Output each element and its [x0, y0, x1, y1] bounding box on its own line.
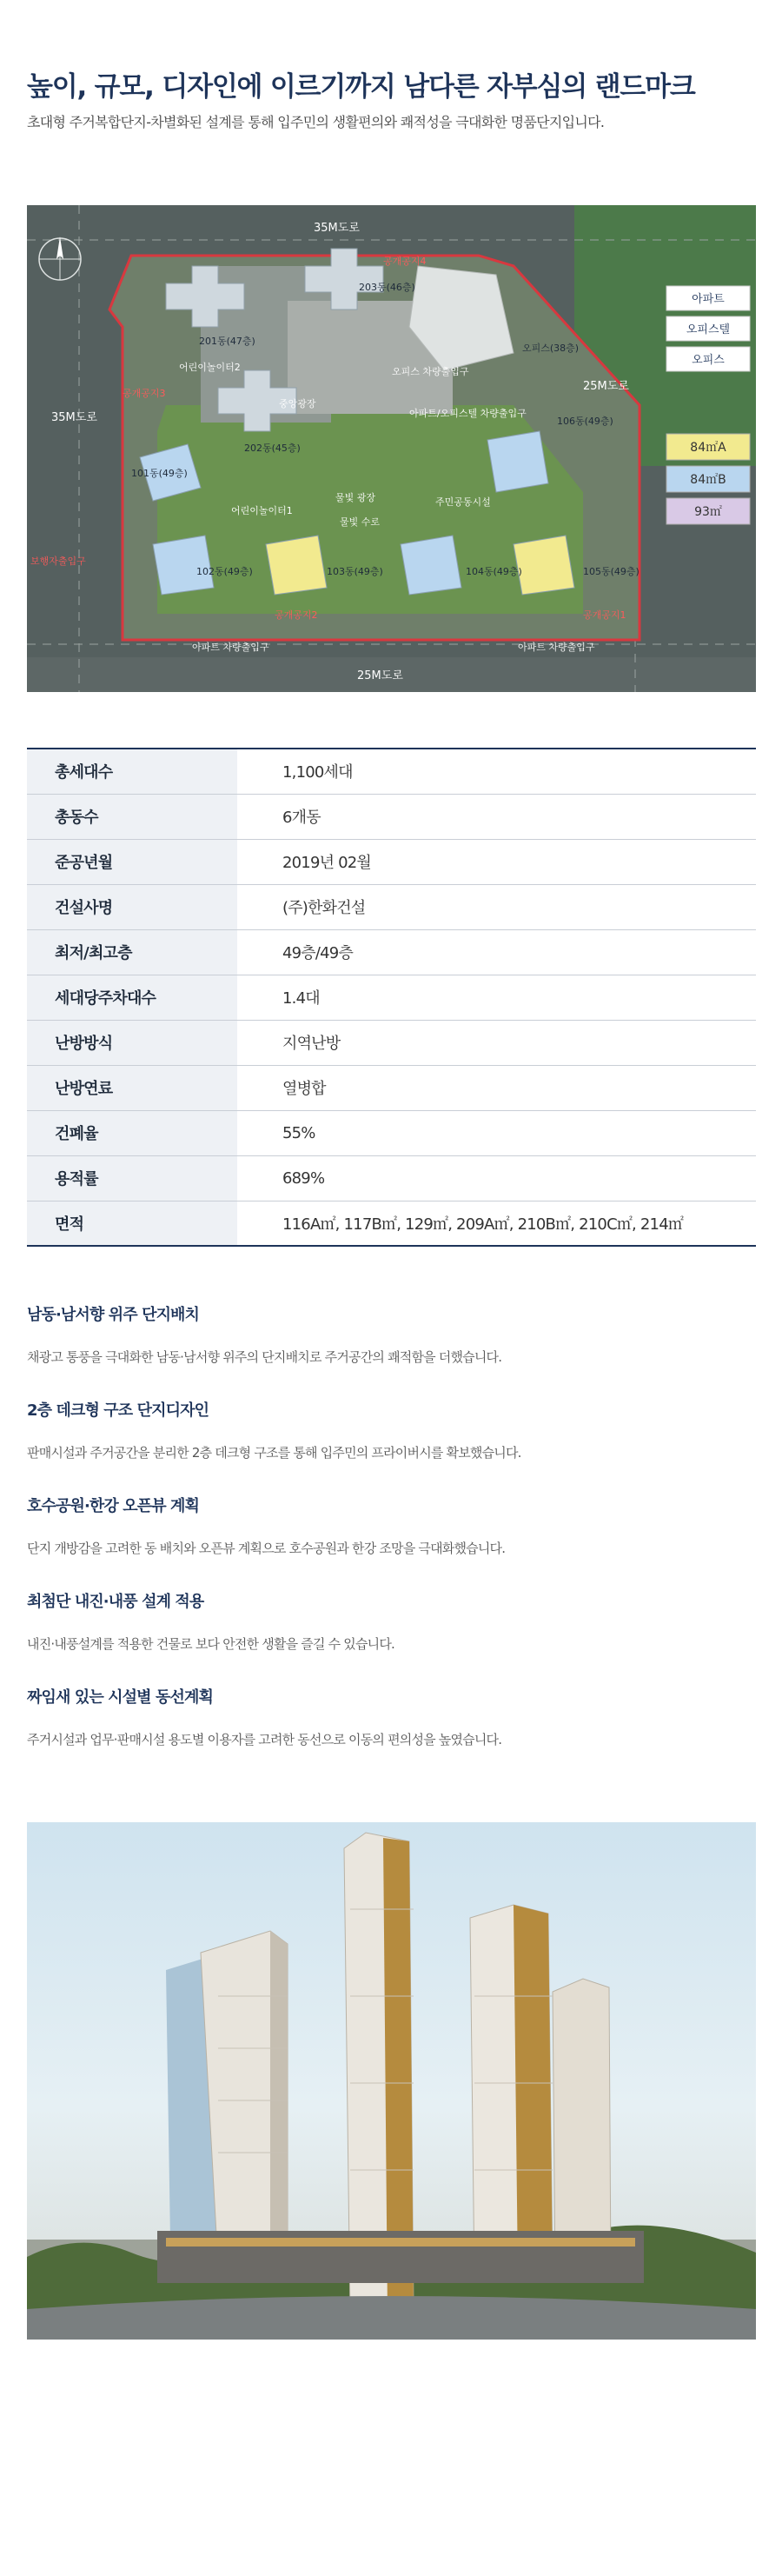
building-label: 201동(47층): [199, 336, 255, 347]
spec-label: 총동수: [27, 794, 237, 839]
page-title: 높이, 규모, 디자인에 이르기까지 남다른 자부심의 랜드마크: [27, 71, 695, 103]
legend-unit-sizes: [666, 434, 750, 524]
legend-label: 오피스텔: [686, 323, 731, 336]
table-row: [27, 975, 756, 1020]
building-label: 104동(49층): [466, 566, 522, 577]
place-label: 물빛 광장: [335, 492, 376, 503]
spec-value: 1,100세대: [282, 763, 353, 782]
spec-value: (주)한화건설: [282, 899, 366, 917]
place-label: 오피스 차량출입구: [392, 366, 469, 377]
spec-label: 난방방식: [27, 1020, 237, 1065]
feature-description: 채광고 통풍을 극대화한 남동·남서향 위주의 단지배치로 주거공간의 쾌적함을 더했습니다.: [27, 1349, 502, 1365]
road-label-top: 35M도로: [314, 222, 360, 235]
place-label: 공개공지1: [583, 609, 626, 621]
feature-list: [27, 1302, 756, 1781]
spec-value: 49층/49층: [282, 944, 354, 962]
place-label: 아파트 차량출입구: [192, 642, 269, 653]
feature-item: [27, 1494, 756, 1589]
table-row: [27, 1155, 756, 1201]
legend-label: 오피스: [692, 354, 725, 367]
spec-value: 2019년 02월: [282, 854, 372, 872]
feature-item: [27, 1398, 756, 1494]
table-row: [27, 749, 756, 794]
spec-label: 난방연료: [27, 1065, 237, 1110]
feature-title: 2층 데크형 구조 단지디자인: [27, 1401, 209, 1420]
feature-title: 호수공원·한강 오픈뷰 계획: [27, 1497, 200, 1515]
legend-label: 93㎡: [694, 505, 722, 519]
place-label: 어린이놀이터2: [179, 362, 241, 373]
legend-label: 아파트: [692, 293, 725, 306]
table-row: [27, 1110, 756, 1155]
place-label: 중앙광장: [279, 398, 316, 409]
place-label: 아파트/오피스텔 차량출입구: [409, 408, 527, 419]
road-label-right: 25M도로: [583, 380, 629, 393]
spec-label: 건폐율: [27, 1110, 237, 1155]
spec-value: 55%: [282, 1123, 315, 1142]
feature-description: 판매시설과 주거공간을 분리한 2층 데크형 구조를 통해 입주민의 프라이버시를 확보했습니다.: [27, 1445, 521, 1461]
legend-label: 84㎡B: [690, 473, 726, 487]
building-label: 101동(49층): [131, 468, 188, 479]
building-label: 102동(49층): [196, 566, 253, 577]
spec-label: 면적: [27, 1201, 237, 1246]
spec-value: 1.4대: [282, 989, 320, 1008]
feature-description: 내진·내풍설계를 적용한 건물로 보다 안전한 생활을 즐길 수 있습니다.: [27, 1636, 395, 1652]
building-label: 103동(49층): [327, 566, 383, 577]
site-plan-map: [27, 205, 756, 692]
place-label: 주민공동시설: [435, 496, 491, 508]
place-label: 물빛 수로: [340, 516, 381, 528]
spec-value: 116A㎡, 117B㎡, 129㎡, 209A㎡, 210B㎡, 210C㎡, 214㎡: [282, 1215, 684, 1234]
spec-table: [27, 748, 756, 1247]
building-label: 105동(49층): [583, 566, 640, 577]
spec-value: 689%: [282, 1168, 325, 1188]
place-label: 공개공지4: [383, 256, 427, 267]
place-label: 공개공지3: [123, 388, 166, 399]
spec-value: 열병합: [282, 1080, 326, 1098]
spec-label: 용적률: [27, 1155, 237, 1201]
feature-title: 남동·남서향 위주 단지배치: [27, 1306, 200, 1324]
feature-description: 주거시설과 업무·판매시설 용도별 이용자를 고려한 동선으로 이동의 편의성을 높였습니다.: [27, 1732, 502, 1747]
spec-value: 지역난방: [282, 1035, 341, 1053]
road-label-left: 35M도로: [51, 411, 97, 424]
table-row: [27, 884, 756, 929]
page-subtitle: 초대형 주거복합단지-차별화된 설계를 통해 입주민의 생활편의와 쾌적성을 극대화한 명품단지입니다.: [27, 114, 605, 130]
road-label-bottom: 25M도로: [357, 669, 403, 682]
table-row: [27, 1065, 756, 1110]
table-row: [27, 929, 756, 975]
spec-value: 6개동: [282, 809, 321, 827]
spec-label: 건설사명: [27, 884, 237, 929]
spec-label: 총세대수: [27, 749, 237, 794]
building-label: 오피스(38층): [522, 343, 580, 354]
table-row: [27, 1201, 756, 1246]
place-label: 보행자출입구: [30, 556, 86, 567]
place-label: 어린이놀이터1: [231, 505, 293, 516]
feature-title: 짜임새 있는 시설별 동선계획: [27, 1688, 213, 1707]
feature-description: 단지 개방감을 고려한 동 배치와 오픈뷰 계획으로 호수공원과 한강 조망을 극대화했습니다.: [27, 1541, 506, 1556]
table-row: [27, 839, 756, 884]
feature-item: [27, 1589, 756, 1685]
legend-label: 84㎡A: [690, 441, 726, 455]
building-label: 202동(45층): [244, 443, 301, 454]
legend-building-types: [666, 286, 750, 371]
place-label: 공개공지2: [275, 609, 318, 621]
table-row: [27, 794, 756, 839]
place-label: 아파트 차량출입구: [518, 642, 595, 653]
feature-item: [27, 1685, 756, 1781]
building-label: 106동(49층): [557, 416, 613, 427]
building-rendering-image: [27, 1822, 756, 2340]
spec-label: 세대당주차대수: [27, 975, 237, 1020]
spec-label: 준공년월: [27, 839, 237, 884]
feature-title: 최첨단 내진·내풍 설계 적용: [27, 1593, 204, 1611]
feature-item: [27, 1302, 756, 1398]
building-label: 203동(46층): [359, 282, 415, 293]
spec-label: 최저/최고층: [27, 929, 237, 975]
table-row: [27, 1020, 756, 1065]
